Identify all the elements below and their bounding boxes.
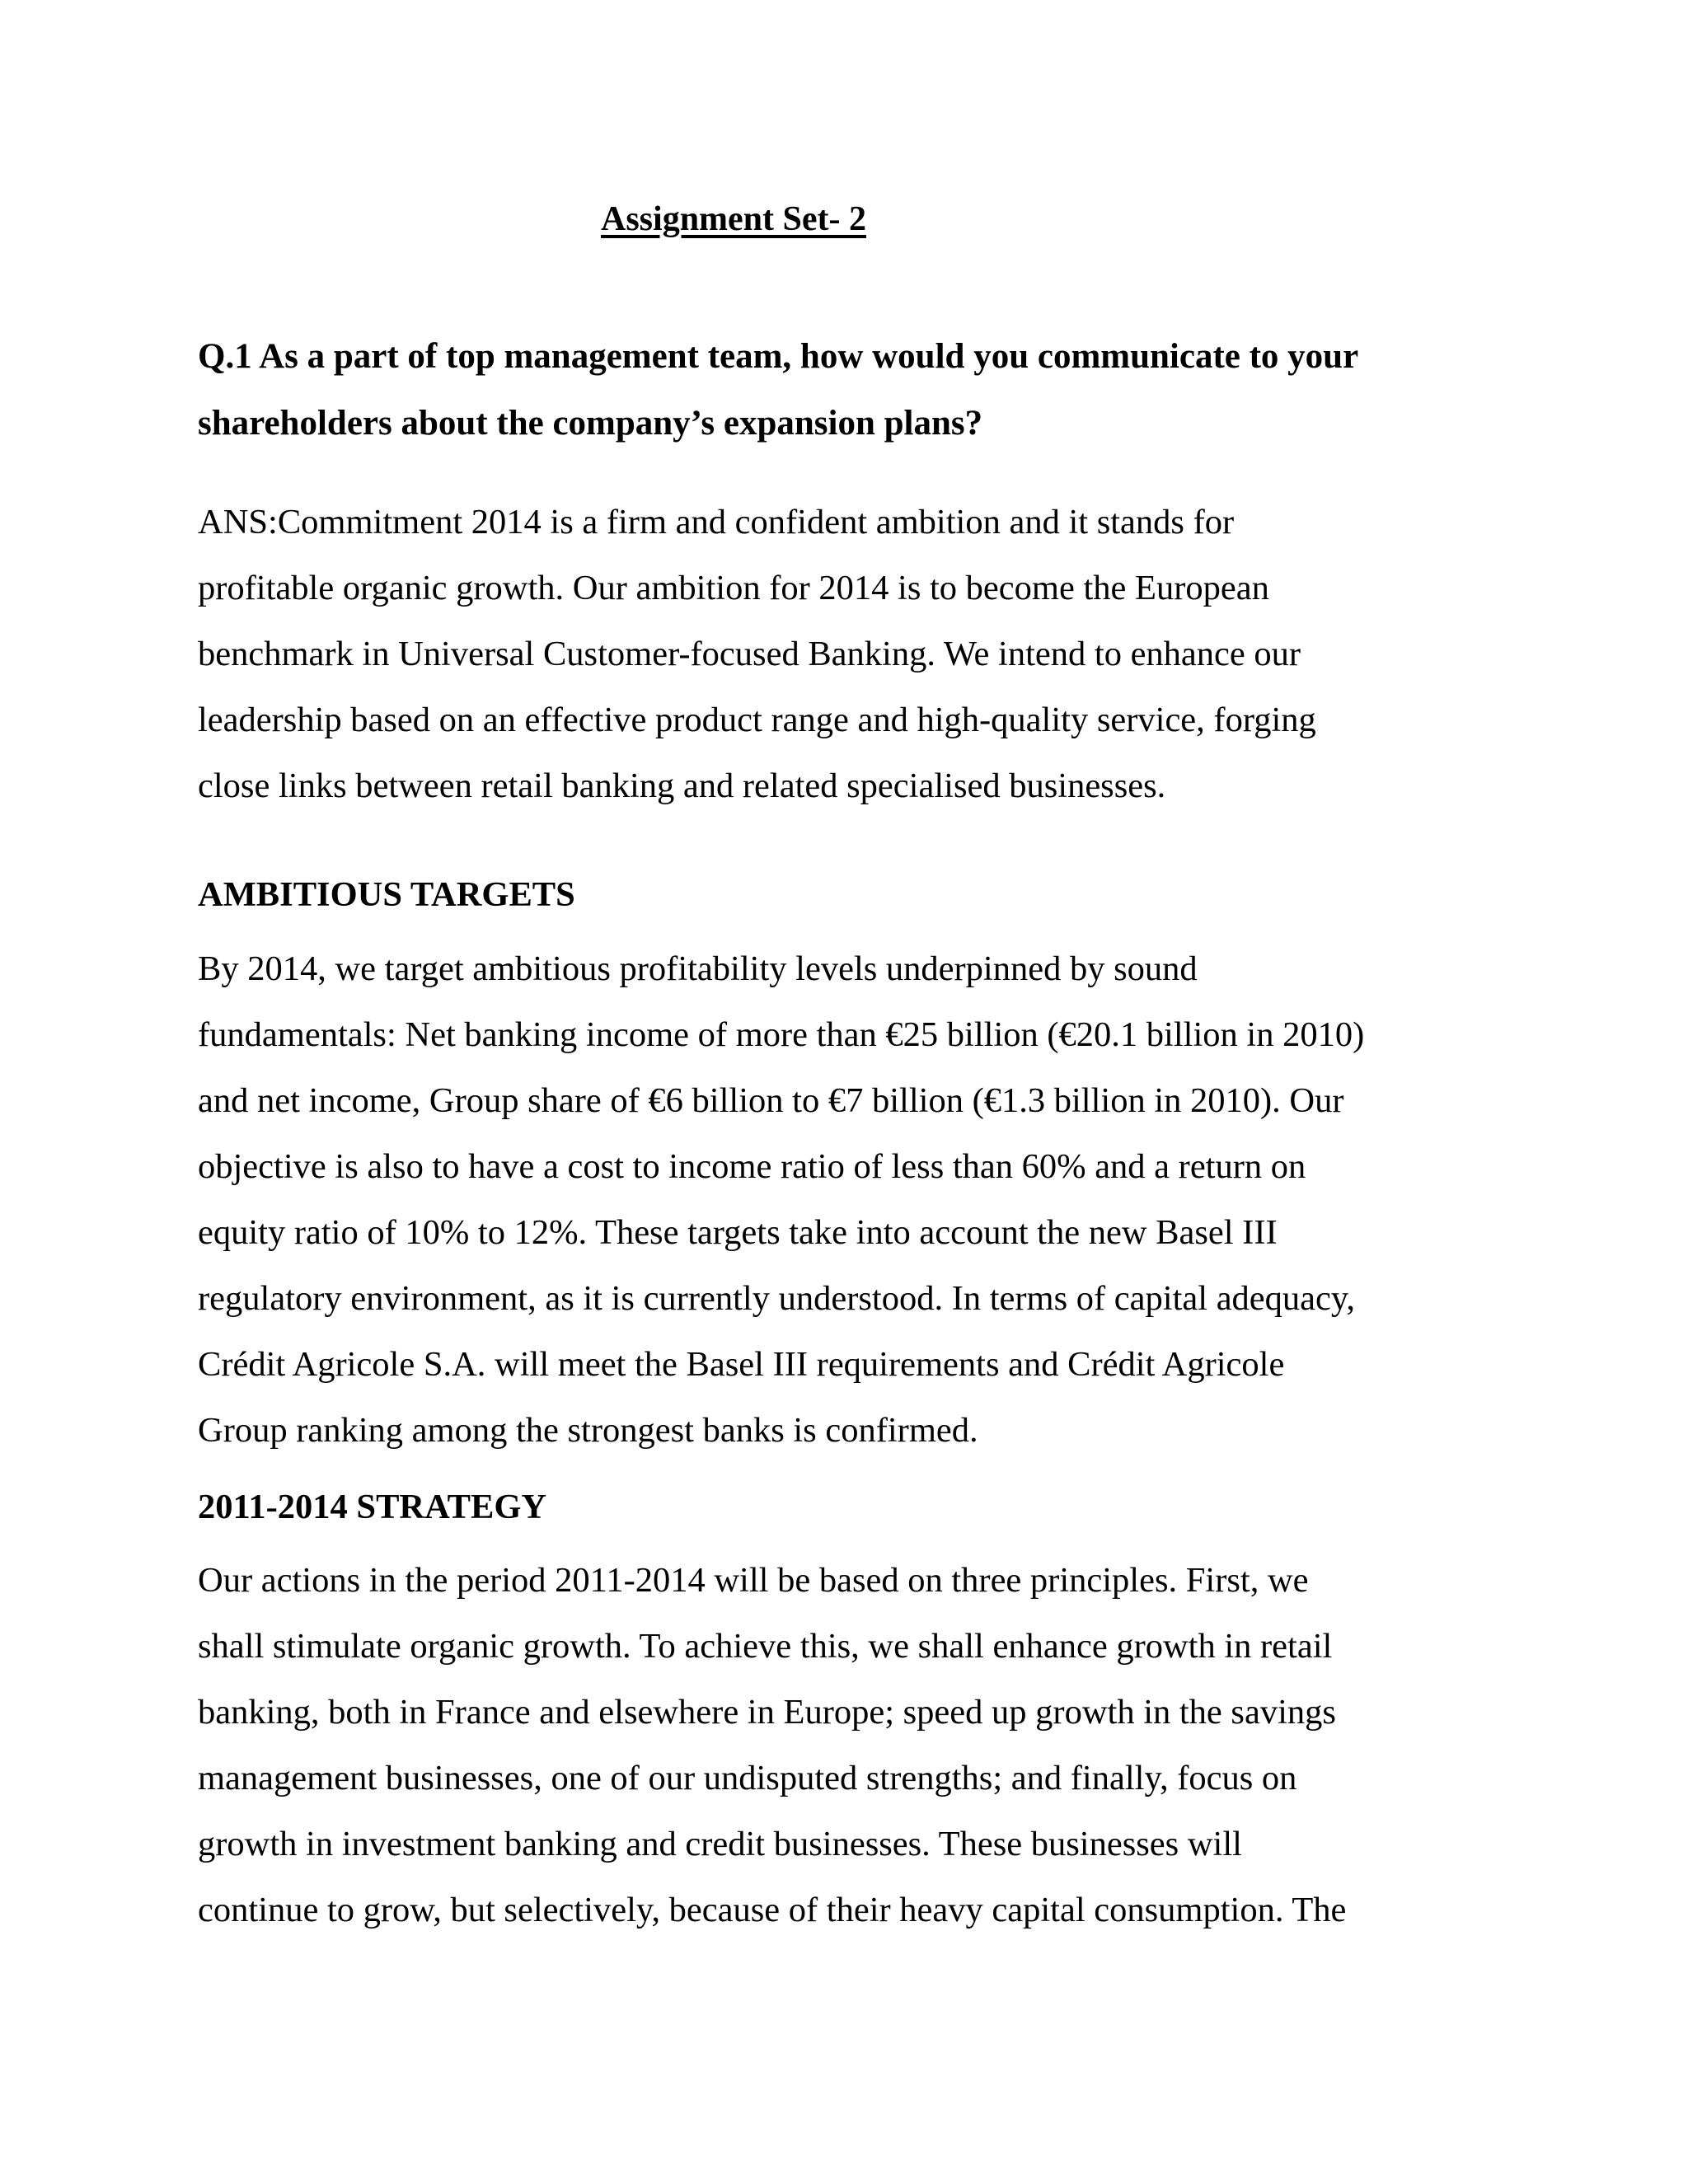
paragraph-line: continue to grow, but selectively, because of their heavy capital consumption. The bbox=[198, 1891, 1347, 1929]
assignment-title: Assignment Set- 2 bbox=[601, 200, 866, 238]
paragraph-line: regulatory environment, as it is currently understood. In terms of capital adequacy, bbox=[198, 1279, 1356, 1318]
answer-line: ANS:Commitment 2014 is a firm and confident ambition and it stands for bbox=[198, 503, 1235, 541]
section-heading-strategy: 2011-2014 STRATEGY bbox=[198, 1488, 547, 1526]
answer-paragraph bbox=[198, 490, 1550, 819]
paragraph-line: equity ratio of 10% to 12%. These targets take into account the new Basel III bbox=[198, 1213, 1278, 1252]
paragraph-line: fundamentals: Net banking income of more than €25 billion (€20.1 billion in 2010) bbox=[198, 1015, 1365, 1054]
paragraph-line: By 2014, we target ambitious profitability levels underpinned by sound bbox=[198, 949, 1198, 988]
section-heading-ambitious-targets: AMBITIOUS TARGETS bbox=[198, 875, 575, 914]
paragraph-line: Group ranking among the strongest banks is confirmed. bbox=[198, 1411, 978, 1450]
paragraph-line: management businesses, one of our undisputed strengths; and finally, focus on bbox=[198, 1759, 1297, 1797]
paragraph-line: banking, both in France and elsewhere in Europe; speed up growth in the savings bbox=[198, 1693, 1336, 1732]
question-text bbox=[198, 323, 1550, 457]
answer-line: benchmark in Universal Customer-focused Banking. We intend to enhance our bbox=[198, 635, 1301, 673]
question-line: Q.1 As a part of top management team, how would you communicate to your bbox=[198, 337, 1359, 376]
ambitious-targets-paragraph bbox=[198, 936, 1550, 1464]
strategy-paragraph bbox=[198, 1548, 1550, 1943]
paragraph-line: objective is also to have a cost to income ratio of less than 60% and a return on bbox=[198, 1147, 1306, 1186]
paragraph-line: growth in investment banking and credit businesses. These businesses will bbox=[198, 1825, 1242, 1863]
answer-line: profitable organic growth. Our ambition for 2014 is to become the European bbox=[198, 569, 1269, 607]
answer-line: close links between retail banking and related specialised businesses. bbox=[198, 766, 1166, 805]
question-line: shareholders about the company’s expansion plans? bbox=[198, 404, 983, 443]
paragraph-line: Our actions in the period 2011-2014 will be based on three principles. First, we bbox=[198, 1561, 1309, 1600]
paragraph-line: and net income, Group share of €6 billion to €7 billion (€1.3 billion in 2010). Our bbox=[198, 1081, 1344, 1120]
paragraph-line: Crédit Agricole S.A. will meet the Basel III requirements and Crédit Agricole bbox=[198, 1345, 1285, 1384]
answer-line: leadership based on an effective product range and high-quality service, forging bbox=[198, 701, 1316, 739]
paragraph-line: shall stimulate organic growth. To achieve this, we shall enhance growth in retail bbox=[198, 1627, 1333, 1666]
